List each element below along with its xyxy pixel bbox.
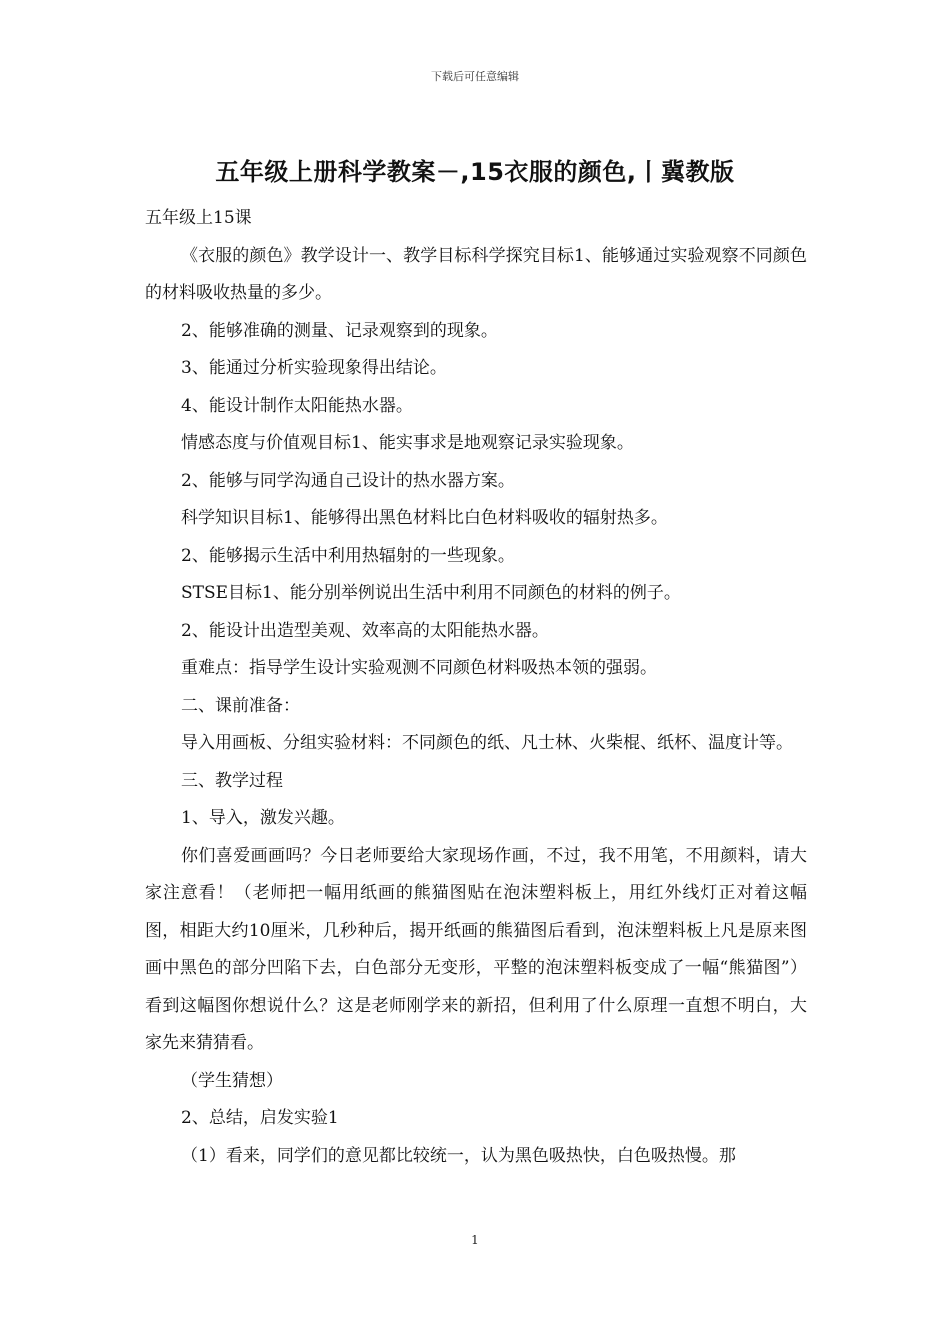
goal-item: 2、能够揭示生活中利用热辐射的一些现象。 [181,545,515,566]
document-body [145,200,807,1175]
goal-item: 2、能够与同学沟通自己设计的热水器方案。 [181,470,515,491]
lesson-label: 五年级上15课 [145,208,252,228]
student-guess: （学生猜想） [181,1070,283,1091]
document-title: 五年级上册科学教案－,15衣服的颜色,丨冀教版 [215,158,735,186]
goal-item: 3、能通过分析实验现象得出结论。 [181,358,447,378]
goal-item: 科学知识目标1、能够得出黑色材料比白色材料吸收的辐射热多。 [181,508,668,528]
step-heading: 1、导入，激发兴趣。 [181,808,345,828]
section-heading: 三、教学过程 [181,770,283,791]
intro-narrative: 你们喜爱画画吗？今日老师要给大家现场作画，不过，我不用笔，不用颜料，请大家注意看！（老师把一幅用纸画的熊猫图贴在泡沫塑料板上，用红外线灯正对着这幅图，相距大约10厘米，几秒种后，揭开纸画的熊猫图后看到，泡沫塑料板上凡是原来图画中黑色的部分凹陷下去，白色部分无变形，平整的泡沫塑料板变成了一幅“熊猫图”）看到这幅图你想说什么？这是老师刚学来的新招，但利用了什么原理一直想不明白，大家先来猜猜看。 [145,845,807,1053]
key-difficulty: 重难点：指导学生设计实验观测不同颜色材料吸热本领的强弱。 [181,658,657,678]
goal-item: 4、能设计制作太阳能热水器。 [181,395,413,416]
goal-item: 情感态度与价值观目标1、能实事求是地观察记录实验现象。 [181,433,634,453]
goal-item: 2、能设计出造型美观、效率高的太阳能热水器。 [181,620,549,641]
page-number: 1 [471,1233,479,1247]
teaching-goals-intro: 《衣服的颜色》教学设计一、教学目标科学探究目标1、能够通过实验观察不同颜色的材料吸收热量的多少。 [145,245,807,303]
preparation-text: 导入用画板、分组实验材料：不同颜色的纸、凡士林、火柴棍、纸杯、温度计等。 [181,733,793,753]
goal-item: 2、能够准确的测量、记录观察到的现象。 [181,320,498,341]
step-text: （1）看来，同学们的意见都比较统一，认为黑色吸热快，白色吸热慢。那 [181,1145,736,1166]
section-heading: 二、课前准备： [181,695,300,716]
goal-item: STSE目标1、能分别举例说出生活中利用不同颜色的材料的例子。 [181,583,681,603]
header-note: 下载后可任意编辑 [431,70,519,83]
step-heading: 2、总结，启发实验1 [181,1108,339,1128]
